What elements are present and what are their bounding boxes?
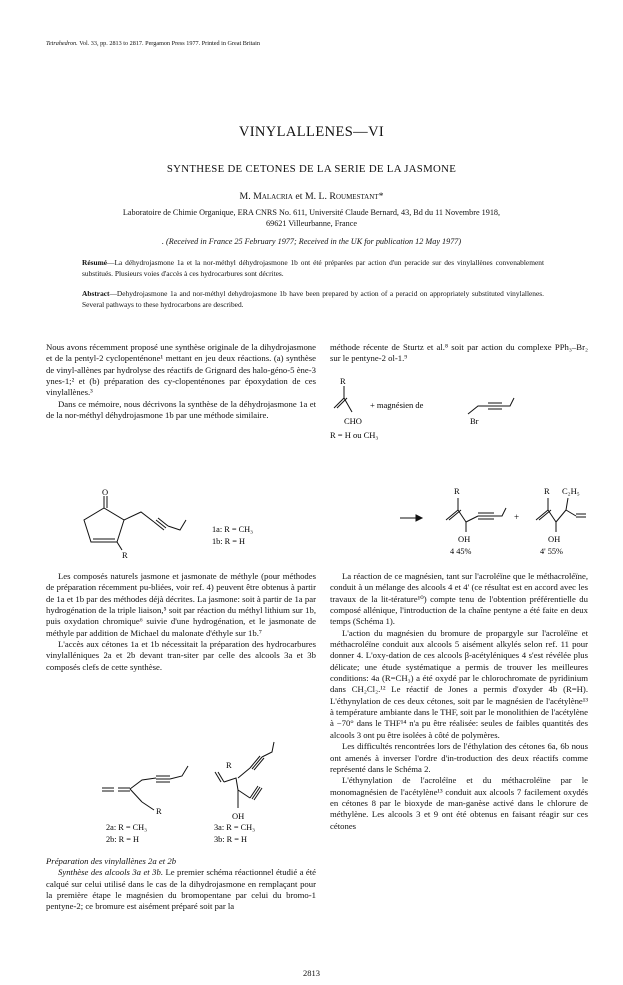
s3-label-4: 4 45% [450, 547, 472, 556]
abstract-label: Abstract [82, 289, 110, 298]
right-paragraph-2: La réaction de ce magnésien, tant sur l'acroléïne que le méthacroléïne, conduit à un mélange des alcools 4 et 4' (ce résultat est en accord avec les travaux de la lit-térature¹⁰) compte tenu de l'obtention préférentielle du composé allénique, l'introduction de la chaîne pentyne a été faite en deux temps (Schéma 1). [330, 571, 588, 627]
abstract-text: —Dehydrojasmone 1a and nor-méthyl dehydrojasmone 1b have been prepared by action of a peracid on appropriately substituted vinylallenes. Several pathways to these hydrocarbons are described. [82, 289, 544, 309]
structure-1-cyclopentenone [46, 487, 316, 560]
s1-label-1b: 1b: R = H [212, 537, 246, 546]
s4-label-3a: 3a: R = CH₃ [214, 823, 255, 832]
right-paragraph-4: Les difficultés rencontrées lors de l'éthylation des cétones 6a, 6b nous ont amenés à inverser l'ordre d'in-troduction des deux réactifs comme représenté dans le Schéma 2. [330, 741, 588, 774]
right-paragraph-5: L'éthynylation de l'acroléïne et du méthacroléïne par le monomagnésien de l'acétylène¹³ conduit aux alcools 7 facilement oxydés en cétones 8 par le bioxyde de man-ganèse activé dans le chlorure de méthylène. Les alcools 3 et 9 ont été obtenus en faisant réagir sur ces cétones [330, 775, 588, 831]
affiliation-line-2: 69621 Villeurbanne, France [266, 219, 357, 228]
s2-reagent: + magnésien de [370, 400, 424, 410]
left-column-intro [46, 342, 316, 421]
s3-r2: R [544, 486, 550, 496]
journal-name: Tetrahedron. [46, 40, 78, 47]
article-title: VINYLALLENES—VI [238, 124, 385, 140]
abstract-block [82, 289, 544, 310]
s1-r-group: R [122, 550, 128, 560]
left-paragraph-2: Dans ce mémoire, nous décrivons la synthèse de la déhydrojasmone 1a et de la nor-méthyl déhydrojasmone 1b par une méthode similaire. [46, 398, 316, 421]
left-column-prep [46, 856, 316, 913]
s3-oh1: OH [458, 534, 471, 544]
right-paragraph-3: L'action du magnésien du bromure de propargyle sur l'acroléïne et méthacroléïne conduit aux alcools 5 aisément alkylés selon ref. 11 pour donner 4. L'oxy-dation de ces alcools β-acétyléniques 4 s'est révélée plus délicate; une étude systématique a permis de trouver les meilleures conditions: 4a (R=CH₃) a été oxydé par le chlorochromate de pyridinium dans CH₂Cl₂.¹² Le réactif de Jones a permis d'oxyder 4b (R=H). L'éthynylation de ces deux cétones, soit par le magnésien de l'acétylène¹³ à température ambiante dans le THF, soit par le monolithien de l'acétylène à −70° dans le THF¹⁴ n'a pu être réalisée: seules de faibles quantités des alcools 3 ont pu être isolées à côté de polymères. [330, 627, 588, 740]
s1-oxygen: O [102, 487, 109, 497]
resume-label: Résumé [82, 258, 108, 267]
author-1: M. Malacria [239, 191, 293, 202]
s2-r-group: R [340, 376, 346, 386]
structure-2-reagents [330, 368, 588, 440]
s3-r1: R [454, 486, 460, 496]
s1-label-1a: 1a: R = CH₃ [212, 525, 253, 534]
left-paragraph-3: Les composés naturels jasmone et jasmonate de méthyle (pour méthodes de préparation récemment pu-bliées, voir ref. 4) peuvent être obtenus à partir de 1a et 1b par des méthodes déjà décrites. La jasmone: soit à partir de 1a par hydrogénation de la triple liaison,⁵ soit par réaction du méthyl lithium sur 1b, puis oxydation chromique⁶ suivie d'une hydrogénation, et le jasmonate de méthyle par addition de Michael du malonate d'éthyle sur 1b.⁷ [46, 571, 316, 638]
left-paragraph-5: Synthèse des alcools 3a et 3b. Le premier schéma réactionnel étudié a été calqué sur celui utilisé dans le cas de la dihydrojasmone en remplaçant pour la première étape le magnésien du bromopentane par celui du bromo-1 pentyne-2; ce bromure est aisément préparé soit par la [46, 867, 317, 912]
s3-oh2: OH [548, 534, 561, 544]
left-paragraph-1: Nous avons récemment proposé une synthèse originale de la dihydrojasmone et de la pentyl-2 cyclopenténone¹ mettant en jeu deux réactions. (a) synthèse de vinyl-allènes par hydrolyse des réactifs de Grignard des halo-géno-5 ène-3 ynes-1;² et (b) préparation des cy-clopenténones par époxydation de ces vinylallènes.³ [46, 342, 316, 398]
left-paragraph-4: L'accès aux cétones 1a et 1b nécessitait la préparation des hydrocarbures vinylalléniques 2a et 2b devant tran-siter par celle des alcools 3a et 3b composés clefs de cette synthèse. [46, 639, 316, 672]
affiliation-line-1: Laboratoire de Chimie Organique, ERA CNRS No. 611, Université Claude Bernard, 43, Bd du 11 Novembre 1918, [122, 208, 501, 217]
left-column-main [46, 571, 316, 673]
affiliation [100, 207, 523, 229]
article-subtitle: SYNTHESE DE CETONES DE LA SERIE DE LA JASMONE [166, 163, 457, 175]
page-number: 2813 [303, 968, 320, 978]
right-paragraph-1: méthode récente de Sturtz et al.⁸ soit par action du complexe PPh₃–Br₂ sur le pentyne-2 ol-1.⁹ [330, 342, 588, 364]
structure-3-products [330, 474, 588, 558]
author-conjunction: et [295, 191, 303, 202]
s4-r-3: R [226, 760, 232, 770]
resume-block [82, 258, 544, 279]
right-column-main [330, 571, 588, 832]
s4-r-2a: R [156, 806, 162, 816]
s4-label-2b: 2b: R = H [106, 835, 140, 844]
s3-c2h5: C₂H₅ [562, 486, 580, 496]
author-2: M. L. Roumestant* [304, 191, 384, 202]
s2-br: Br [470, 416, 479, 426]
s3-label-4prime: 4' 55% [540, 547, 563, 556]
s4-label-2a: 2a: R = CH₃ [106, 823, 147, 832]
s2-condition: R = H ou CH₃ [330, 430, 379, 440]
section-heading-preparation: Préparation des vinylallènes 2a et 2b [46, 856, 177, 866]
journal-citation [46, 40, 260, 47]
journal-volume-info: Vol. 33, pp. 2813 to 2817. Pergamon Press 1977. Printed in Great Britain [79, 40, 260, 47]
s4-label-3b: 3b: R = H [214, 835, 248, 844]
subsection-alcohols: Synthèse des alcools 3a et 3b. [58, 867, 164, 878]
author-line [0, 191, 623, 202]
right-column-intro [330, 342, 588, 365]
resume-text: —La déhydrojasmone 1a et la nor-méthyl déhydrojasmone 1b ont été préparées par action d'un peracide sur des vinylallènes convenablement substitués. Plusieurs voies d'accès à ces hydrocarbures sont décrites. [82, 258, 544, 278]
received-dates: . (Received in France 25 February 1977; Received in the UK for publication 12 May 1977) [161, 237, 462, 246]
s3-plus: + [514, 512, 520, 522]
s4-oh: OH [232, 811, 245, 821]
structure-4-vinylallenes-alcohols [46, 738, 316, 846]
s2-cho: CHO [344, 416, 362, 426]
